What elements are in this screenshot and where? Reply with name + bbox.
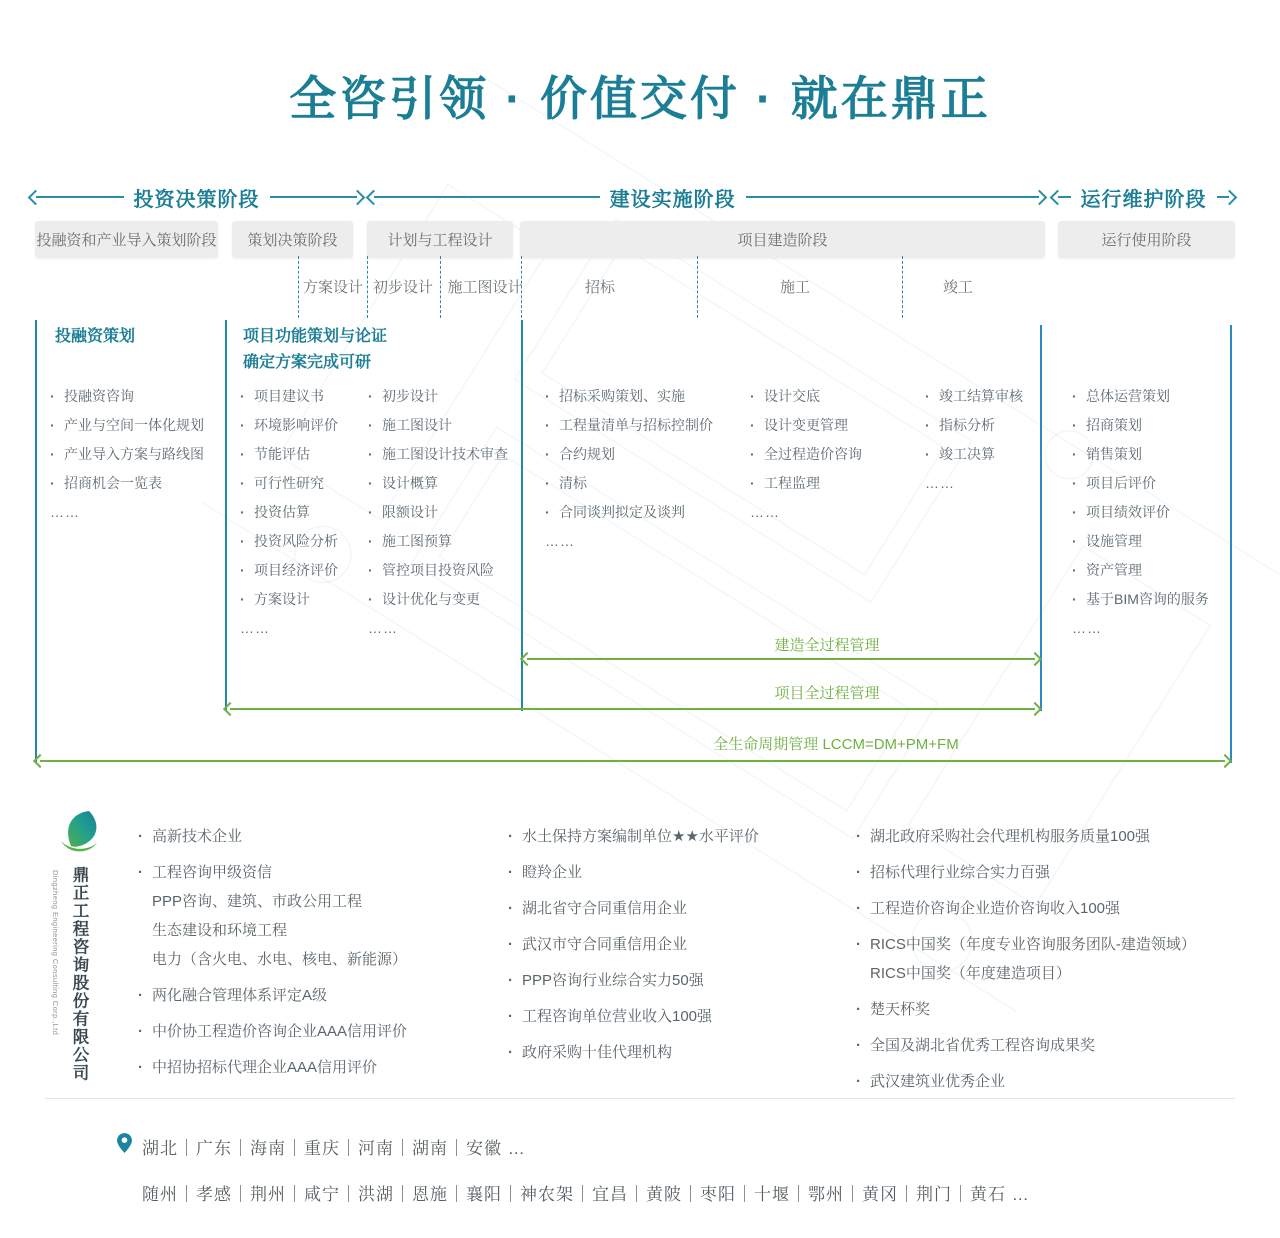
invest-services-list: [50, 388, 222, 533]
list-item: · 施工图设计技术审查: [368, 446, 518, 462]
bidding-services-list: [545, 388, 730, 562]
arrowhead-left-icon: [366, 189, 382, 205]
list-item: · 招商策划: [1072, 417, 1228, 433]
phase-segment-build: [368, 186, 1045, 211]
arrowhead-left-icon: [28, 189, 44, 205]
list-item: · 招标采购策划、实施: [545, 388, 730, 404]
list-more: ……: [368, 620, 398, 636]
qualification-line: · 湖北政府采购社会代理机构服务质量100强: [856, 822, 1226, 851]
list-item: · 清标: [545, 475, 730, 491]
qualification-column-3: [856, 822, 1226, 1103]
stage-box-design: 计划与工程设计: [367, 221, 513, 258]
stage-box-construction: 项目建造阶段: [520, 221, 1045, 258]
qualification-entry: [856, 930, 1226, 988]
substage-completion: 竣工: [942, 279, 974, 296]
arrow-line: [230, 708, 1035, 710]
page-title: 全咨引领 · 价值交付 · 就在鼎正: [289, 72, 991, 125]
construction-services-list: [750, 388, 890, 533]
qualification-line: · PPP咨询行业综合实力50强: [508, 966, 838, 995]
plan-column-header: [243, 324, 387, 376]
stage-box-financing: 投融资和产业导入策划阶段: [35, 221, 218, 258]
qualification-line: · 全国及湖北省优秀工程咨询成果奖: [856, 1031, 1226, 1060]
qualification-entry: [508, 930, 838, 959]
column-border-line: [1230, 325, 1232, 763]
plan-header-line2: 确定方案完成可研: [243, 354, 372, 371]
list-more: ……: [750, 504, 780, 520]
arrow-line: [36, 196, 124, 199]
stage-box-decision: 策划决策阶段: [232, 221, 353, 258]
construction-management-arrow: [522, 654, 1040, 664]
qualification-line: · 政府采购十佳代理机构: [508, 1038, 838, 1067]
construction-management-label: 建造全过程管理: [774, 637, 880, 654]
invest-column-header: 投融资策划: [55, 328, 136, 345]
substage-bidding: 招标: [584, 279, 616, 296]
list-item: · 项目建议书: [240, 388, 368, 404]
list-item: · 项目经济评价: [240, 562, 368, 578]
arrowhead-left-icon: [33, 754, 47, 768]
location-pin-icon: [116, 1132, 133, 1154]
substage-scheme-design: 方案设计: [302, 279, 364, 296]
arrowhead-right-icon: [350, 189, 366, 205]
list-item: · 限额设计: [368, 504, 518, 520]
qualification-line: RICS中国奖（年度建造项目）: [870, 965, 1071, 982]
list-item: · 工程监理: [750, 475, 890, 491]
list-item: · 初步设计: [368, 388, 518, 404]
qualification-line: · 湖北省守合同重信用企业: [508, 894, 838, 923]
list-item: · 资产管理: [1072, 562, 1228, 578]
qualification-entry: [138, 1017, 478, 1046]
qualification-entry: [508, 966, 838, 995]
qualification-entry: [508, 858, 838, 887]
qualification-line: · 中招协招标代理企业AAA信用评价: [138, 1053, 478, 1082]
arrowhead-right-icon: [1032, 189, 1048, 205]
qualification-entry: [138, 981, 478, 1010]
dashed-divider: [697, 256, 698, 318]
lifecycle-management-arrow: [35, 756, 1230, 766]
list-item: · 竣工决算: [925, 446, 1037, 462]
qualification-line: PPP咨询、建筑、市政公用工程: [152, 893, 363, 910]
qualification-line: 生态建设和环境工程: [152, 922, 288, 939]
qualification-column-1: [138, 822, 478, 1089]
qualification-line: · 高新技术企业: [138, 822, 478, 851]
arrow-line: [40, 760, 1225, 762]
city-list: 随州｜孝感｜荆州｜咸宁｜洪湖｜恩施｜襄阳｜神农架｜宜昌｜黄陂｜枣阳｜十堰｜鄂州｜黄冈｜荆门｜黄石 …: [142, 1185, 1030, 1204]
list-item: · 可行性研究: [240, 475, 368, 491]
plan-header-line1: 项目功能策划与论证: [243, 328, 388, 345]
qualification-entry: [856, 1031, 1226, 1060]
list-item: · 设计变更管理: [750, 417, 890, 433]
list-item: · 产业导入方案与路线图: [50, 446, 222, 462]
dashed-divider: [440, 256, 441, 318]
list-item: · 施工图预算: [368, 533, 518, 549]
arrowhead-left-icon: [1050, 189, 1066, 205]
qualification-line: · 两化融合管理体系评定A级: [138, 981, 478, 1010]
phase-segment-invest: [30, 186, 363, 211]
arrow-line: [746, 196, 1039, 199]
qualification-line: · 工程造价咨询企业造价咨询收入100强: [856, 894, 1226, 923]
list-item: · 设计概算: [368, 475, 518, 491]
list-item: · 总体运营策划: [1072, 388, 1228, 404]
qualification-entry: [138, 822, 478, 851]
qualification-line: · 武汉市守合同重信用企业: [508, 930, 838, 959]
qualification-entry: [508, 894, 838, 923]
list-item: · 投资估算: [240, 504, 368, 520]
list-more: ……: [50, 504, 80, 520]
qualification-line: 电力（含火电、水电、核电、新能源）: [152, 951, 408, 968]
project-management-label: 项目全过程管理: [774, 685, 880, 702]
list-item: · 指标分析: [925, 417, 1037, 433]
list-item: · 合同谈判拟定及谈判: [545, 504, 730, 520]
list-more: ……: [925, 475, 955, 491]
qualification-entry: [856, 858, 1226, 887]
qualification-entry: [856, 894, 1226, 923]
completion-services-list: [925, 388, 1037, 504]
arrow-line: [270, 196, 358, 199]
qualification-entry: [508, 1002, 838, 1031]
arrowhead-right-icon: [1028, 702, 1042, 716]
arrowhead-right-icon: [1028, 652, 1042, 666]
list-item: · 投融资咨询: [50, 388, 222, 404]
list-item: · 项目绩效评价: [1072, 504, 1228, 520]
feasibility-services-list: [240, 388, 368, 649]
list-item: · 节能评估: [240, 446, 368, 462]
column-border-line: [521, 320, 523, 711]
phase-segment-operate: [1052, 186, 1235, 211]
list-item: · 项目后评价: [1072, 475, 1228, 491]
arrow-line: [527, 658, 1035, 660]
dashed-divider: [298, 256, 299, 318]
qualification-entry: [856, 995, 1226, 1024]
list-item: · 设施管理: [1072, 533, 1228, 549]
list-item: · 投资风险分析: [240, 533, 368, 549]
list-more: ……: [240, 620, 270, 636]
column-border-line: [35, 320, 37, 763]
qualification-entry: [138, 858, 478, 974]
list-item: · 设计交底: [750, 388, 890, 404]
operation-services-list: [1072, 388, 1228, 649]
qualification-entry: [508, 1038, 838, 1067]
qualification-column-2: [508, 822, 838, 1074]
qualification-entry: [856, 822, 1226, 851]
list-item: · 全过程造价咨询: [750, 446, 890, 462]
arrowhead-left-icon: [520, 652, 534, 666]
dashed-divider: [902, 256, 903, 318]
list-item: · 产业与空间一体化规划: [50, 417, 222, 433]
phase-invest-label: 投资决策阶段: [133, 188, 260, 211]
company-name-cn: 鼎正工程咨询股份有限公司: [70, 866, 88, 1082]
substage-preliminary-design: 初步设计: [372, 279, 434, 296]
list-item: · 招商机会一览表: [50, 475, 222, 491]
company-name-en: Dingzheng Engineering Consulting Corp.,Ltd: [51, 870, 60, 1036]
list-item: · 设计优化与变更: [368, 591, 518, 607]
phase-build-label: 建设实施阶段: [609, 188, 736, 211]
design-services-list: [368, 388, 518, 649]
qualification-line: · 楚天杯奖: [856, 995, 1226, 1024]
list-item: · 基于BIM咨询的服务: [1072, 591, 1228, 607]
list-item: · 竣工结算审核: [925, 388, 1037, 404]
list-item: · 管控项目投资风险: [368, 562, 518, 578]
list-item: · 施工图设计: [368, 417, 518, 433]
project-management-arrow: [225, 704, 1040, 714]
province-list: 湖北｜广东｜海南｜重庆｜河南｜湖南｜安徽 …: [142, 1139, 526, 1158]
list-item: · 方案设计: [240, 591, 368, 607]
column-border-line: [1040, 325, 1042, 711]
stage-box-operation: 运行使用阶段: [1058, 221, 1235, 258]
list-item: · 环境影响评价: [240, 417, 368, 433]
section-divider: [45, 1098, 1235, 1099]
qualification-entry: [138, 1053, 478, 1082]
qualification-entry: [856, 1067, 1226, 1096]
qualification-line: · RICS中国奖（年度专业咨询服务团队-建造领域）: [856, 930, 1226, 959]
arrow-line: [374, 196, 600, 199]
qualification-line: · 武汉建筑业优秀企业: [856, 1067, 1226, 1096]
qualification-line: · 工程咨询甲级资信: [138, 858, 478, 887]
arrowhead-right-icon: [1218, 754, 1232, 768]
substage-construction: 施工: [779, 279, 811, 296]
phase-operate-label: 运行维护阶段: [1080, 188, 1207, 211]
qualification-line: · 中价协工程造价咨询企业AAA信用评价: [138, 1017, 478, 1046]
list-item: · 销售策划: [1072, 446, 1228, 462]
qualification-line: · 水土保持方案编制单位★★水平评价: [508, 822, 838, 851]
column-border-line: [225, 320, 227, 711]
substage-drawing-design: 施工图设计: [447, 279, 523, 296]
list-item: · 合约规划: [545, 446, 730, 462]
dashed-divider: [521, 256, 522, 318]
qualification-line: · 瞪羚企业: [508, 858, 838, 887]
qualification-line: · 工程咨询单位营业收入100强: [508, 1002, 838, 1031]
list-more: ……: [1072, 620, 1102, 636]
lifecycle-management-label: 全生命周期管理 LCCM=DM+PM+FM: [713, 736, 959, 753]
list-more: ……: [545, 533, 575, 549]
arrowhead-right-icon: [1222, 189, 1238, 205]
dashed-divider: [367, 256, 368, 318]
arrowhead-left-icon: [223, 702, 237, 716]
company-logo: [56, 808, 106, 858]
list-item: · 工程量清单与招标控制价: [545, 417, 730, 433]
qualification-line: · 招标代理行业综合实力百强: [856, 858, 1226, 887]
qualification-entry: [508, 822, 838, 851]
